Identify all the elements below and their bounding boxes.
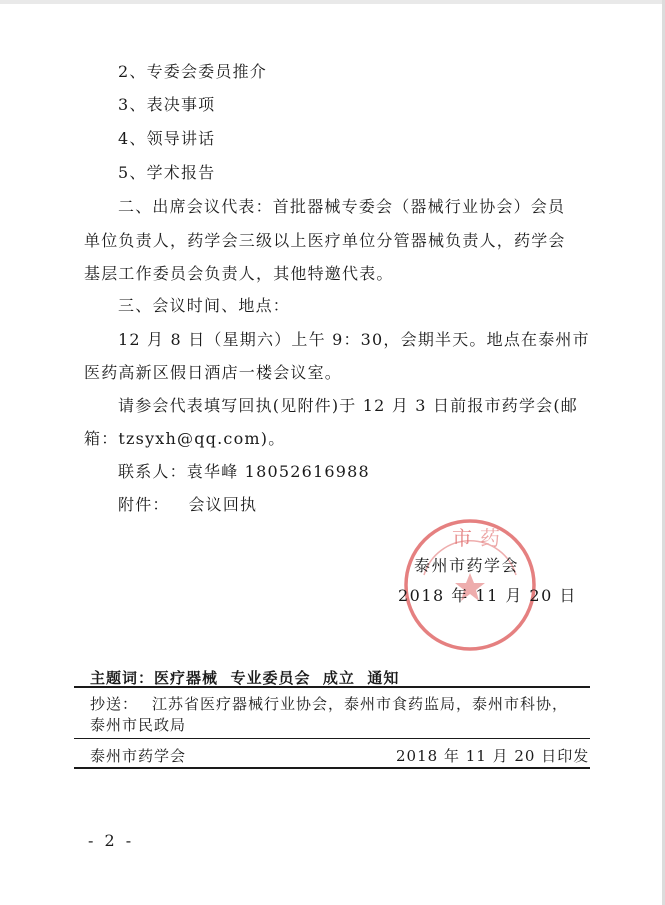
reply-line-1: 请参会代表填写回执(见附件)于 12 月 3 日前报市药学会(邮 bbox=[118, 396, 579, 415]
agenda-item-2: 2、专委会委员推介 bbox=[118, 62, 267, 81]
agenda-item-5: 5、学术报告 bbox=[118, 163, 216, 182]
attendees-line-1: 二、出席会议代表：首批器械专委会（器械行业协会）会员 bbox=[118, 197, 566, 216]
cc-recipients: 江苏省医疗器械行业协会，泰州市食药监局，泰州市科协， bbox=[152, 695, 569, 713]
issuer-date: 2018 年 11 月 20 日印发 bbox=[396, 747, 590, 765]
cc-label: 抄送： bbox=[90, 695, 139, 713]
agenda-item-3: 3、表决事项 bbox=[118, 95, 216, 114]
cc-line-2: 泰州市民政局 bbox=[90, 716, 187, 734]
agenda-item-4: 4、领导讲话 bbox=[118, 129, 216, 148]
page-number: - 2 - bbox=[88, 831, 135, 850]
attachment-line: 附件： 会议回执 bbox=[118, 495, 258, 514]
time-place-line-2: 医药高新区假日酒店一楼会议室。 bbox=[84, 363, 343, 382]
keywords-text: 医疗器械 专业委员会 成立 通知 bbox=[154, 669, 400, 687]
page-top-edge bbox=[0, 0, 665, 4]
keywords-label: 主题词： bbox=[90, 669, 155, 687]
attendees-line-2: 单位负责人，药学会三级以上医疗单位分管器械负责人，药学会 bbox=[84, 231, 566, 250]
time-place-heading: 三、会议时间、地点： bbox=[118, 296, 291, 315]
contact-line: 联系人：袁华峰 18052616988 bbox=[118, 462, 370, 481]
signature-date: 2018 年 11 月 20 日 bbox=[398, 586, 577, 605]
seal-char-1: 市 bbox=[452, 526, 472, 550]
footer-rule-middle bbox=[74, 738, 590, 739]
time-place-line-1: 12 月 8 日（星期六）上午 9：30，会期半天。地点在泰州市 bbox=[118, 330, 590, 349]
issuer-org: 泰州市药学会 bbox=[90, 747, 187, 765]
cc-line-1 bbox=[90, 693, 568, 714]
keywords-line bbox=[90, 667, 399, 688]
attendees-line-3: 基层工作委员会负责人，其他特邀代表。 bbox=[84, 264, 394, 283]
seal-char-2: 药 bbox=[480, 526, 500, 550]
footer-rule-bottom bbox=[74, 767, 590, 769]
reply-line-2: 箱：tzsyxh@qq.com)。 bbox=[84, 429, 286, 448]
signature-org: 泰州市药学会 bbox=[414, 556, 520, 575]
